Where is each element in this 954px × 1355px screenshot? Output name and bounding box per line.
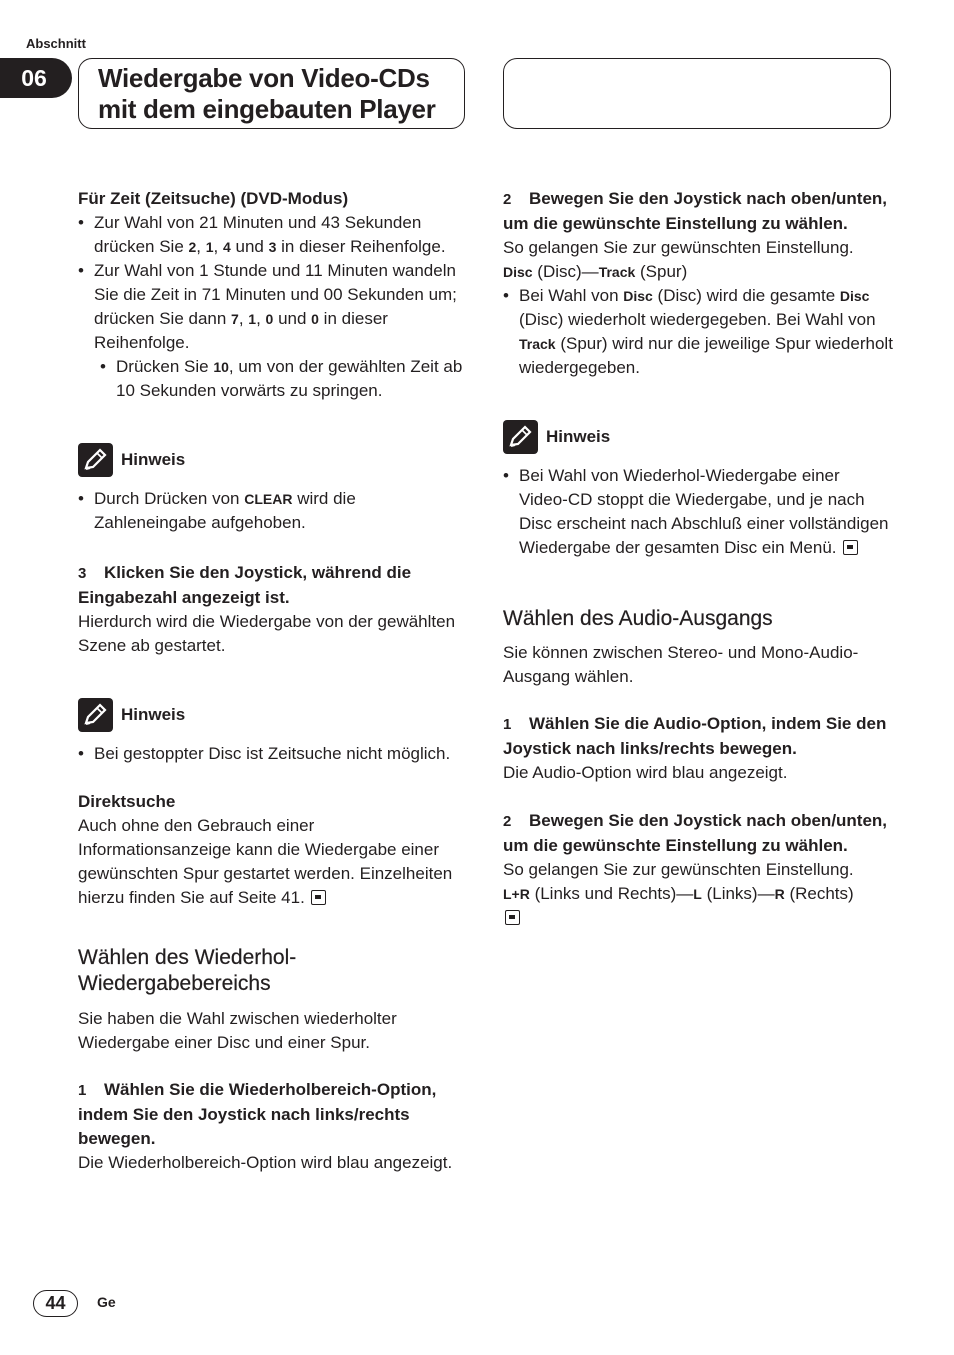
repeat-options: Disc (Disc)—Track (Spur) (503, 262, 688, 281)
step-1-body: Die Wiederholbereich-Option wird blau angezeigt. (78, 1153, 453, 1172)
language-code: Ge (97, 1294, 116, 1310)
step-3: 3 Klicken Sie den Joystick, während die Eingabezahl angezeigt ist. (78, 563, 412, 607)
note-header-1 (78, 443, 468, 477)
wieder-heading: Wählen des Wiederhol-Wiedergabebereichs (78, 946, 297, 995)
audio-options: L+R (Links und Rechts)—L (Links)—R (Rechts) (503, 884, 854, 903)
page-title-line1: Wiedergabe von Video-CDs (98, 63, 430, 93)
zeit-sub-bullet: • Drücken Sie 10, um von der gewählten Zeit ab 10 Sekunden vorwärts zu springen. (78, 355, 468, 403)
left-column (78, 187, 468, 1175)
step-3-body: Hierdurch wird die Wiedergabe von der gewählten Szene ab gestartet. (78, 612, 456, 655)
zeit-bullet-2: • Zur Wahl von 1 Stunde und 11 Minuten wandeln Sie die Zeit in 71 Minuten und 00 Sekunden um; drücken Sie dann 7, 1, 0 und 0 in dieser Reihenfolge. (78, 259, 468, 355)
direkt-heading: Direktsuche (78, 792, 176, 811)
page-title (78, 58, 465, 129)
end-mark-icon (311, 890, 326, 905)
end-mark-icon (843, 540, 858, 555)
pencil-note-icon (78, 443, 113, 477)
note-title: Hinweis (121, 450, 186, 469)
audio-step-2: 2 Bewegen Sie den Joystick nach oben/unten, um die gewünschte Einstellung zu wählen. (503, 811, 888, 855)
audio-step-1-body: Die Audio-Option wird blau angezeigt. (503, 763, 788, 782)
right-column (503, 187, 893, 930)
audio-end (503, 906, 893, 930)
audio-step-1: 1 Wählen Sie die Audio-Option, indem Sie den Joystick nach links/rechts bewegen. (503, 714, 887, 758)
end-mark-icon (505, 910, 520, 925)
section-number-badge: 06 (0, 58, 72, 98)
note-2-text: • Bei gestoppter Disc ist Zeitsuche nicht möglich. (78, 742, 468, 766)
step-2: 2 Bewegen Sie den Joystick nach oben/unten, um die gewünschte Einstellung zu wählen. (503, 189, 888, 233)
repeat-bullet: • Bei Wahl von Disc (Disc) wird die gesamte Disc (Disc) wiederholt wiedergegeben. Bei Wahl von Track (Spur) wird nur die jeweilige Spur wiederholt wiedergegeben. (503, 284, 893, 380)
note-3-text: • Bei Wahl von Wiederhol-Wiedergabe einer Video-CD stoppt die Wiedergabe, und je nach Disc erscheint nach Abschluß einer vollständigen Wiedergabe der gesamten Disc ein Menü. (503, 464, 893, 560)
zeit-heading: Für Zeit (Zeitsuche) (DVD-Modus) (78, 189, 349, 208)
note-header-2 (78, 698, 468, 732)
page-number: 44 (33, 1290, 78, 1317)
header-empty-box (503, 58, 891, 129)
note-header-3 (503, 420, 893, 454)
step-2-body: So gelangen Sie zur gewünschten Einstellung. (503, 238, 854, 257)
note-title: Hinweis (546, 427, 611, 446)
step-1: 1 Wählen Sie die Wiederholbereich-Option, indem Sie den Joystick nach links/rechts bewegen. (78, 1080, 437, 1148)
direkt-body: Auch ohne den Gebrauch einer Informationsanzeige kann die Wiedergabe einer gewünschten Spur gestartet werden. Einzelheiten hierzu finden Sie auf Seite 41. (78, 816, 453, 907)
pencil-note-icon (503, 420, 538, 454)
audio-heading: Wählen des Audio-Ausgangs (503, 607, 773, 630)
pencil-note-icon (78, 698, 113, 732)
note-1-text: • Durch Drücken von CLEAR wird die Zahleneingabe aufgehoben. (78, 487, 468, 535)
zeit-bullet-1: • Zur Wahl von 21 Minuten und 43 Sekunden drücken Sie 2, 1, 4 und 3 in dieser Reihenfolge. (78, 211, 468, 259)
note-title: Hinweis (121, 705, 186, 724)
audio-body: Sie können zwischen Stereo- und Mono-Audio-Ausgang wählen. (503, 643, 859, 686)
audio-step-2-body: So gelangen Sie zur gewünschten Einstellung. (503, 860, 854, 879)
wieder-body: Sie haben die Wahl zwischen wiederholter Wiedergabe einer Disc und einer Spur. (78, 1009, 397, 1052)
page-title-line2: mit dem eingebauten Player (98, 94, 436, 124)
section-label: Abschnitt (26, 36, 86, 51)
